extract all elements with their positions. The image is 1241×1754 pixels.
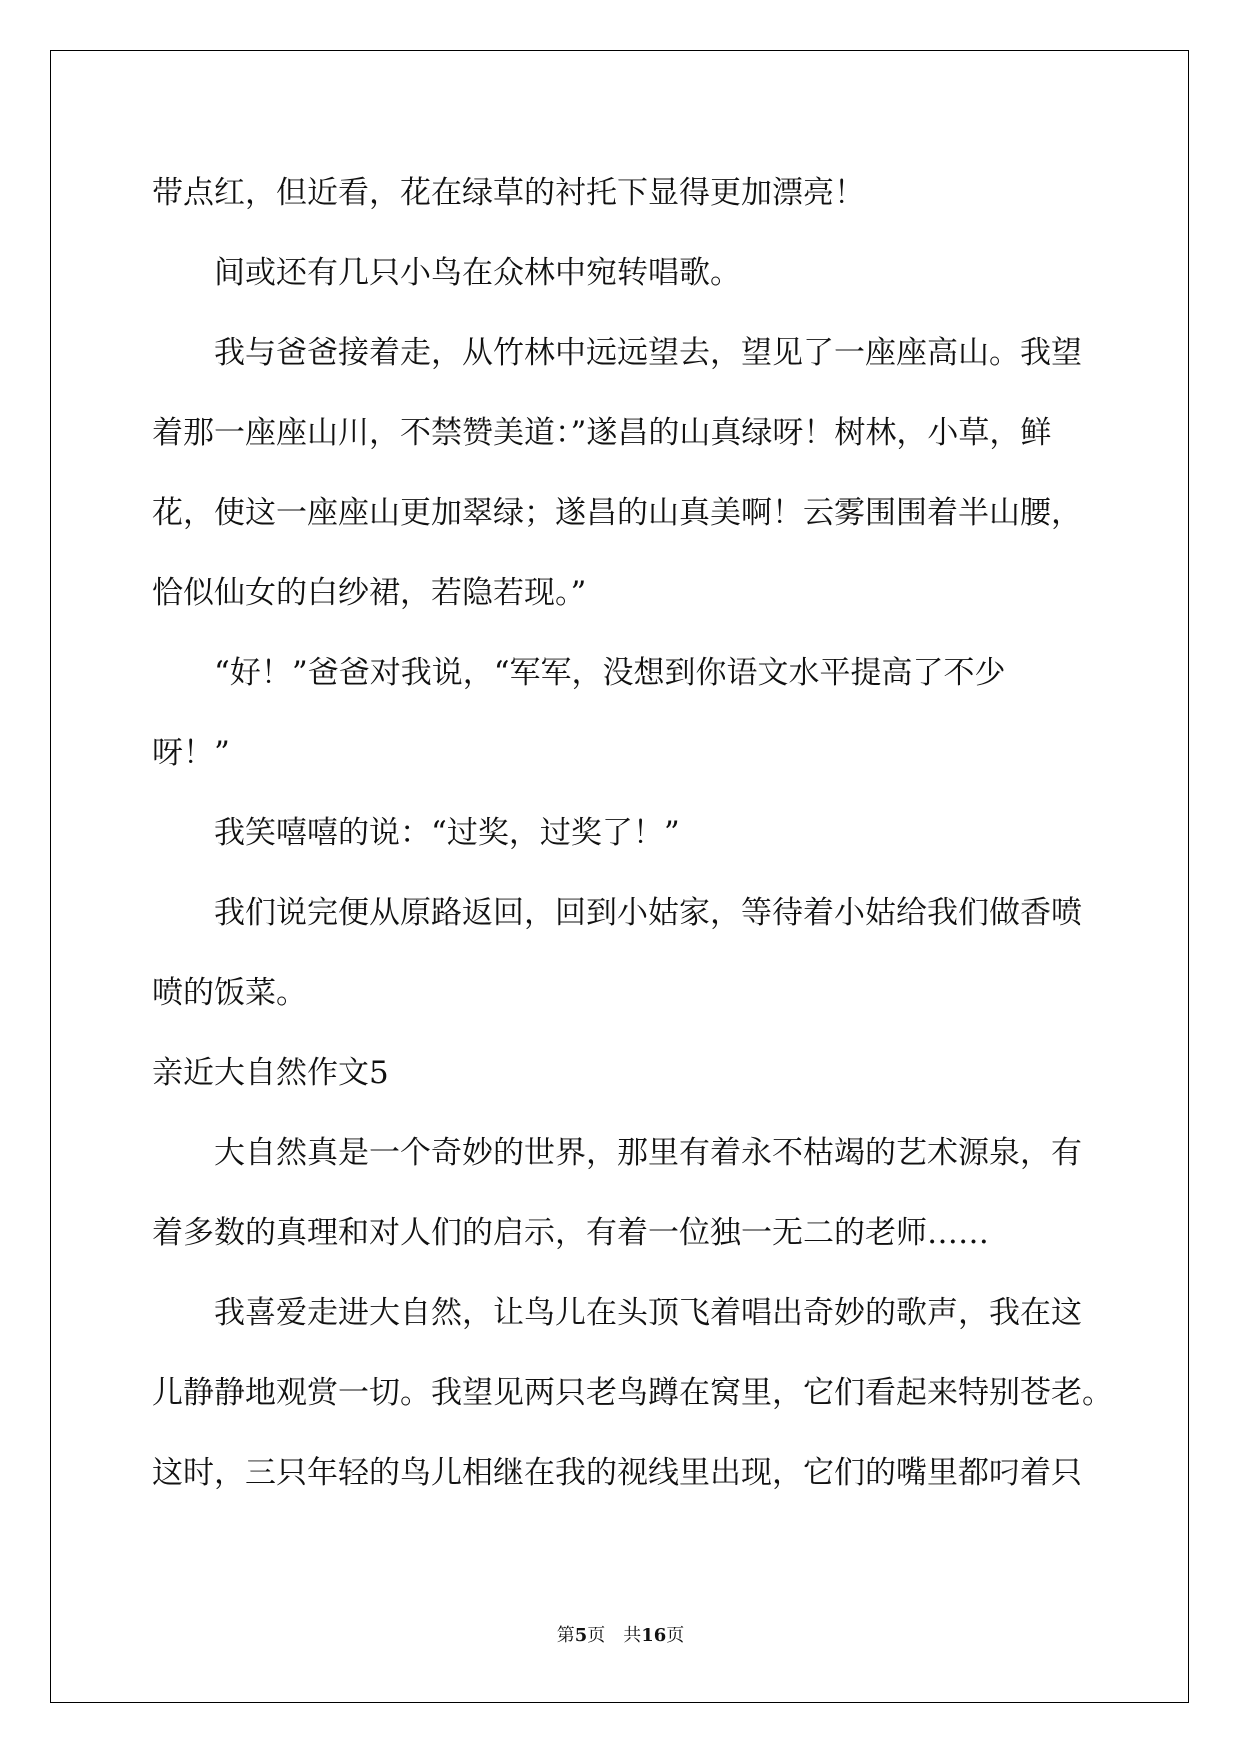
- text-line: 我笑嘻嘻的说：“过奖，过奖了！”: [214, 815, 680, 851]
- text-line: 花，使这一座座山更加翠绿；遂昌的山真美啊！云雾围围着半山腰，: [152, 495, 1082, 531]
- text-line: 我喜爱走进大自然，让鸟儿在头顶飞着唱出奇妙的歌声，我在这: [214, 1295, 1082, 1331]
- text-line: 喷的饭菜。: [152, 975, 307, 1011]
- text-line: 着那一座座山川，不禁赞美道：”遂昌的山真绿呀！树林，小草，鲜: [152, 415, 1052, 451]
- total-prefix: 共: [623, 1625, 642, 1646]
- text-line: 这时，三只年轻的鸟儿相继在我的视线里出现，它们的嘴里都叼着只: [152, 1455, 1082, 1491]
- text-line: 带点红，但近看，花在绿草的衬托下显得更加漂亮！: [152, 175, 865, 211]
- text-line: 恰似仙女的白纱裙，若隐若现。”: [152, 575, 587, 611]
- text-line: 儿静静地观赏一切。我望见两只老鸟蹲在窝里，它们看起来特别苍老。: [152, 1375, 1113, 1411]
- text-line: 间或还有几只小鸟在众林中宛转唱歌。: [214, 255, 741, 291]
- page-number: 5: [574, 1625, 588, 1646]
- text-line: 我们说完便从原路返回，回到小姑家，等待着小姑给我们做香喷: [214, 895, 1082, 931]
- text-line: 着多数的真理和对人们的启示，有着一位独一无二的老师……: [152, 1215, 989, 1251]
- total-suffix: 页: [666, 1625, 685, 1646]
- section-heading: 亲近大自然作文5: [152, 1055, 389, 1091]
- page-suffix: 页: [587, 1625, 606, 1646]
- text-line: 呀！”: [152, 735, 230, 771]
- page-prefix: 第: [556, 1625, 575, 1646]
- page-footer: [0, 1624, 1241, 1648]
- text-line: 大自然真是一个奇妙的世界，那里有着永不枯竭的艺术源泉，有: [214, 1135, 1082, 1171]
- text-line: “好！”爸爸对我说，“军军，没想到你语文水平提高了不少: [214, 655, 1006, 691]
- total-pages: 16: [641, 1625, 667, 1646]
- text-line: 我与爸爸接着走，从竹林中远远望去，望见了一座座高山。我望: [214, 335, 1082, 371]
